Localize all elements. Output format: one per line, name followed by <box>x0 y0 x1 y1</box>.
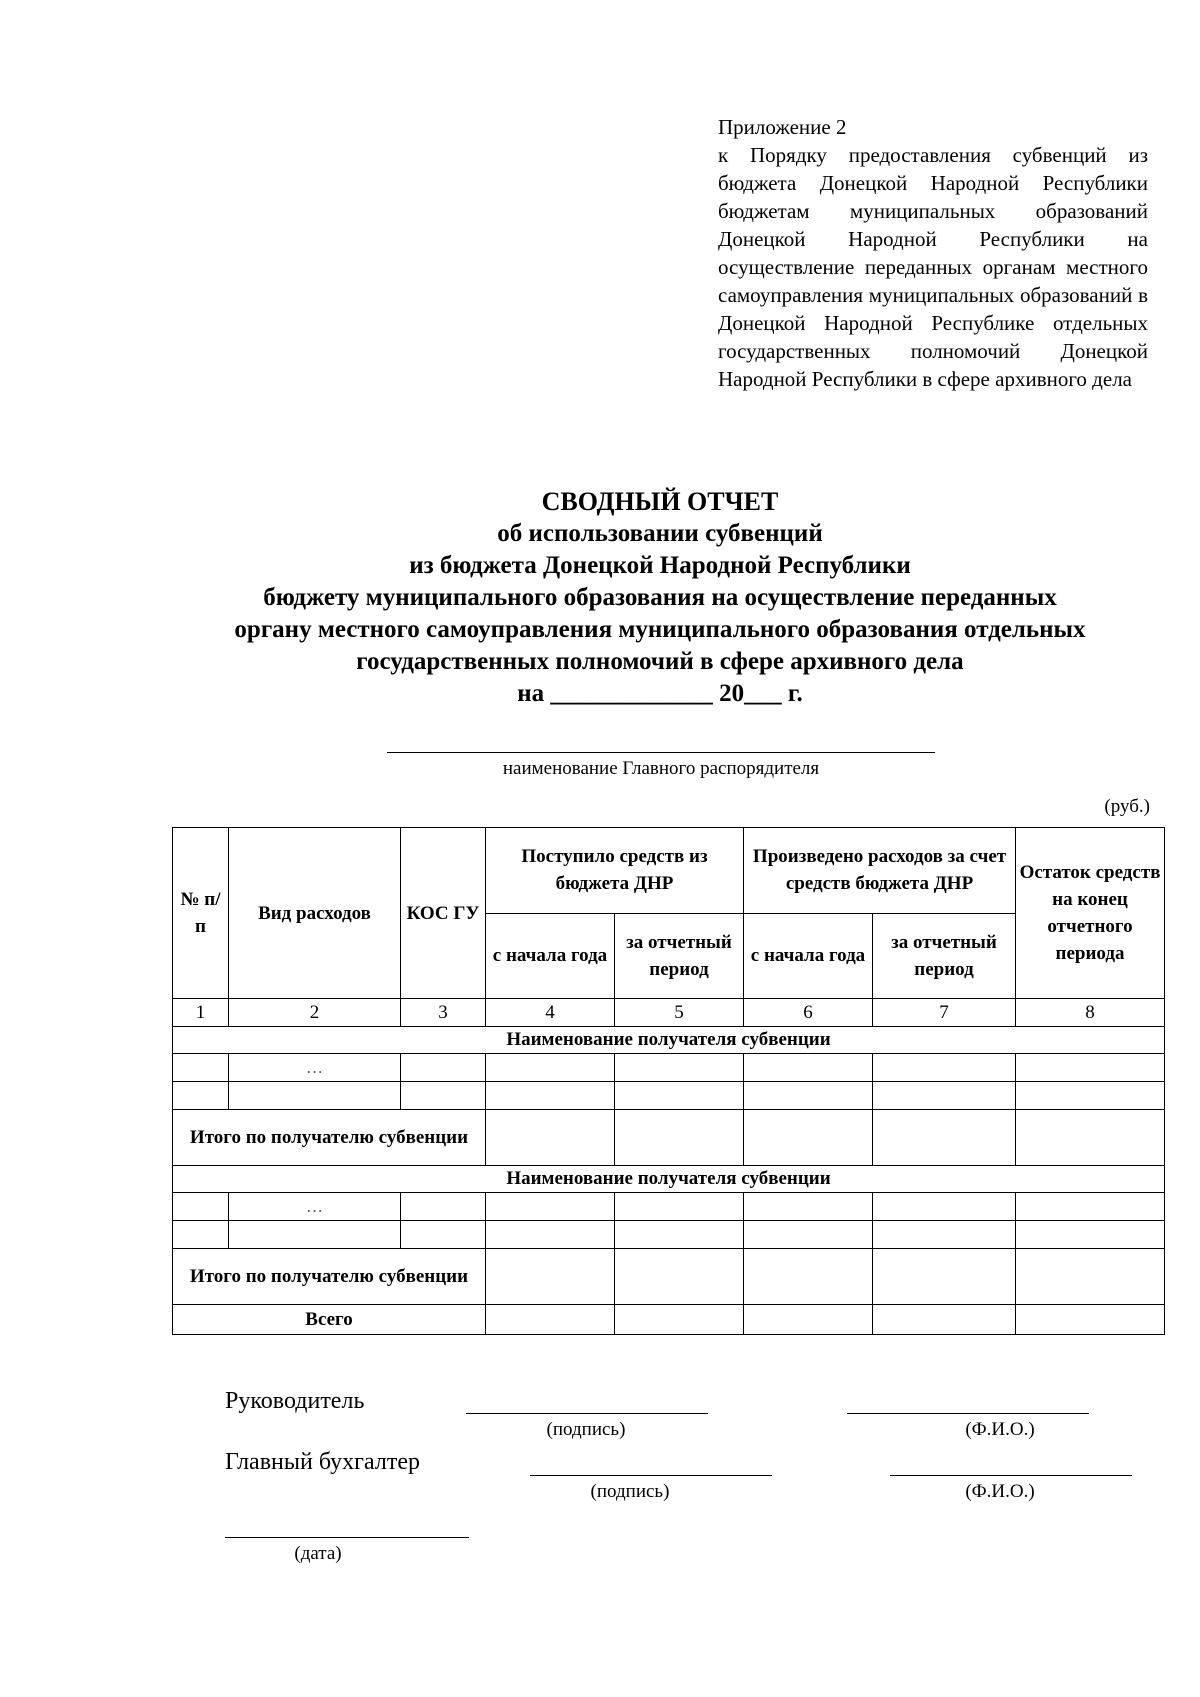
table-cell[interactable] <box>1016 1193 1165 1221</box>
head-label: Руководитель <box>225 1388 365 1414</box>
table-cell[interactable] <box>615 1082 744 1110</box>
column-number: 2 <box>229 999 401 1027</box>
table-cell[interactable] <box>873 1110 1016 1166</box>
header-balance: Остаток средств на конец отчетного периода <box>1016 828 1165 999</box>
table-cell[interactable] <box>615 1193 744 1221</box>
head-name-caption: (Ф.И.О.) <box>965 1419 1035 1440</box>
table-cell[interactable] <box>873 1054 1016 1082</box>
chief-accountant-signature-line[interactable] <box>530 1475 772 1476</box>
table-cell[interactable] <box>173 1082 229 1110</box>
report-title-line-3: из бюджета Донецкой Народной Республики <box>409 552 911 579</box>
table-cell[interactable] <box>744 1193 873 1221</box>
head-name-line[interactable] <box>847 1413 1089 1414</box>
table-cell[interactable] <box>1016 1110 1165 1166</box>
table-cell[interactable] <box>486 1110 615 1166</box>
ellipsis-cell[interactable]: … <box>229 1193 401 1221</box>
table-row <box>173 1221 1165 1249</box>
recipient-name-label: Наименование получателя субвенции <box>173 1027 1165 1054</box>
table-cell[interactable] <box>615 1305 744 1335</box>
column-number-row <box>173 999 1165 1027</box>
report-title-line-4: бюджету муниципального образования на осуществление переданных <box>263 584 1057 611</box>
main-distributor-line <box>387 752 935 753</box>
report-title-line-2: об использовании субвенций <box>497 520 823 547</box>
chief-accountant-signature-caption: (подпись) <box>590 1481 670 1502</box>
recipient-total-label: Итого по получателю субвенции <box>173 1249 486 1305</box>
recipient-total-label: Итого по получателю субвенции <box>173 1110 486 1166</box>
table-cell[interactable] <box>873 1221 1016 1249</box>
table-cell[interactable] <box>173 1193 229 1221</box>
table-cell[interactable] <box>401 1221 486 1249</box>
table-row <box>173 1054 1165 1082</box>
column-number: 1 <box>173 999 229 1027</box>
column-number: 3 <box>401 999 486 1027</box>
main-distributor-caption: наименование Главного распорядителя <box>502 758 820 779</box>
header-kosgu: КОС ГУ <box>401 828 486 999</box>
appendix-text: к Порядку предоставления субвенций из бюджета Донецкой Народной Республики бюджетам муниципальных образований Донецкой Народной Республики на осуществление переданных органам местного самоуправления муниципальных образований в Донецкой Народной Республике отдельных государственных полномочий Донецкой Народной Республики в сфере архивного дела <box>718 143 1148 391</box>
table-cell[interactable] <box>486 1193 615 1221</box>
table-cell[interactable] <box>615 1110 744 1166</box>
table-cell[interactable] <box>744 1054 873 1082</box>
column-number: 5 <box>615 999 744 1027</box>
table-cell[interactable] <box>1016 1082 1165 1110</box>
table-cell[interactable] <box>873 1193 1016 1221</box>
table-cell[interactable] <box>744 1249 873 1305</box>
table-cell[interactable] <box>615 1249 744 1305</box>
table-cell[interactable] <box>401 1082 486 1110</box>
table-cell[interactable] <box>1016 1221 1165 1249</box>
date-line[interactable] <box>225 1537 469 1538</box>
column-number: 8 <box>1016 999 1165 1027</box>
table-cell[interactable] <box>401 1054 486 1082</box>
table-cell[interactable] <box>744 1082 873 1110</box>
main-distributor-field <box>387 752 935 781</box>
column-number: 7 <box>873 999 1016 1027</box>
header-received: Поступило средств из бюджета ДНР <box>486 828 744 914</box>
column-number: 4 <box>486 999 615 1027</box>
table-cell[interactable] <box>229 1082 401 1110</box>
header-received-for-period: за отчетный период <box>615 913 744 999</box>
table-cell[interactable] <box>873 1249 1016 1305</box>
chief-accountant-name-line[interactable] <box>890 1475 1132 1476</box>
table-cell[interactable] <box>873 1082 1016 1110</box>
report-table <box>172 827 1165 1335</box>
report-title-line-1: СВОДНЫЙ ОТЧЕТ <box>541 487 779 516</box>
header-spent: Произведено расходов за счет средств бюджета ДНР <box>744 828 1016 914</box>
head-signature-line[interactable] <box>466 1413 708 1414</box>
appendix-title: Приложение 2 <box>718 115 847 139</box>
header-spent-from-year-start: с начала года <box>744 913 873 999</box>
appendix-block <box>718 113 1148 393</box>
recipient-total-row <box>173 1110 1165 1166</box>
recipient-total-row <box>173 1249 1165 1305</box>
table-cell[interactable] <box>173 1054 229 1082</box>
table-cell[interactable] <box>486 1249 615 1305</box>
recipient-name-label: Наименование получателя субвенции <box>173 1166 1165 1193</box>
column-number: 6 <box>744 999 873 1027</box>
table-cell[interactable] <box>744 1110 873 1166</box>
header-spent-for-period: за отчетный период <box>873 913 1016 999</box>
recipient-header-row <box>173 1027 1165 1054</box>
header-received-from-year-start: с начала года <box>486 913 615 999</box>
table-row <box>173 1082 1165 1110</box>
grand-total-row <box>173 1305 1165 1335</box>
table-cell[interactable] <box>744 1305 873 1335</box>
date-caption: (дата) <box>294 1543 342 1564</box>
ellipsis-cell[interactable]: … <box>229 1054 401 1082</box>
table-cell[interactable] <box>744 1221 873 1249</box>
table-cell[interactable] <box>1016 1249 1165 1305</box>
head-signature-caption: (подпись) <box>546 1419 626 1440</box>
table-cell[interactable] <box>229 1221 401 1249</box>
header-row-1 <box>173 828 1165 914</box>
table-cell[interactable] <box>1016 1054 1165 1082</box>
table-cell[interactable] <box>486 1054 615 1082</box>
chief-accountant-name-caption: (Ф.И.О.) <box>965 1481 1035 1502</box>
grand-total-label: Всего <box>173 1305 486 1335</box>
report-date-line: на _____________ 20___ г. <box>517 680 803 707</box>
report-title-line-5: органу местного самоуправления муниципального образования отдельных <box>234 616 1086 643</box>
table-cell[interactable] <box>486 1082 615 1110</box>
table-cell[interactable] <box>615 1054 744 1082</box>
header-num: № п/п <box>173 828 229 999</box>
table-cell[interactable] <box>1016 1305 1165 1335</box>
report-title-line-6: государственных полномочий в сфере архивного дела <box>356 648 964 675</box>
currency-unit: (руб.) <box>1104 796 1150 817</box>
report-title <box>140 486 1180 710</box>
recipient-header-row <box>173 1166 1165 1193</box>
table-cell[interactable] <box>173 1221 229 1249</box>
table-cell[interactable] <box>873 1305 1016 1335</box>
table-cell[interactable] <box>486 1305 615 1335</box>
table-cell[interactable] <box>486 1221 615 1249</box>
table-cell[interactable] <box>615 1221 744 1249</box>
table-row <box>173 1193 1165 1221</box>
table-cell[interactable] <box>401 1193 486 1221</box>
header-expense-type: Вид расходов <box>229 828 401 999</box>
chief-accountant-label: Главный бухгалтер <box>225 1449 420 1475</box>
